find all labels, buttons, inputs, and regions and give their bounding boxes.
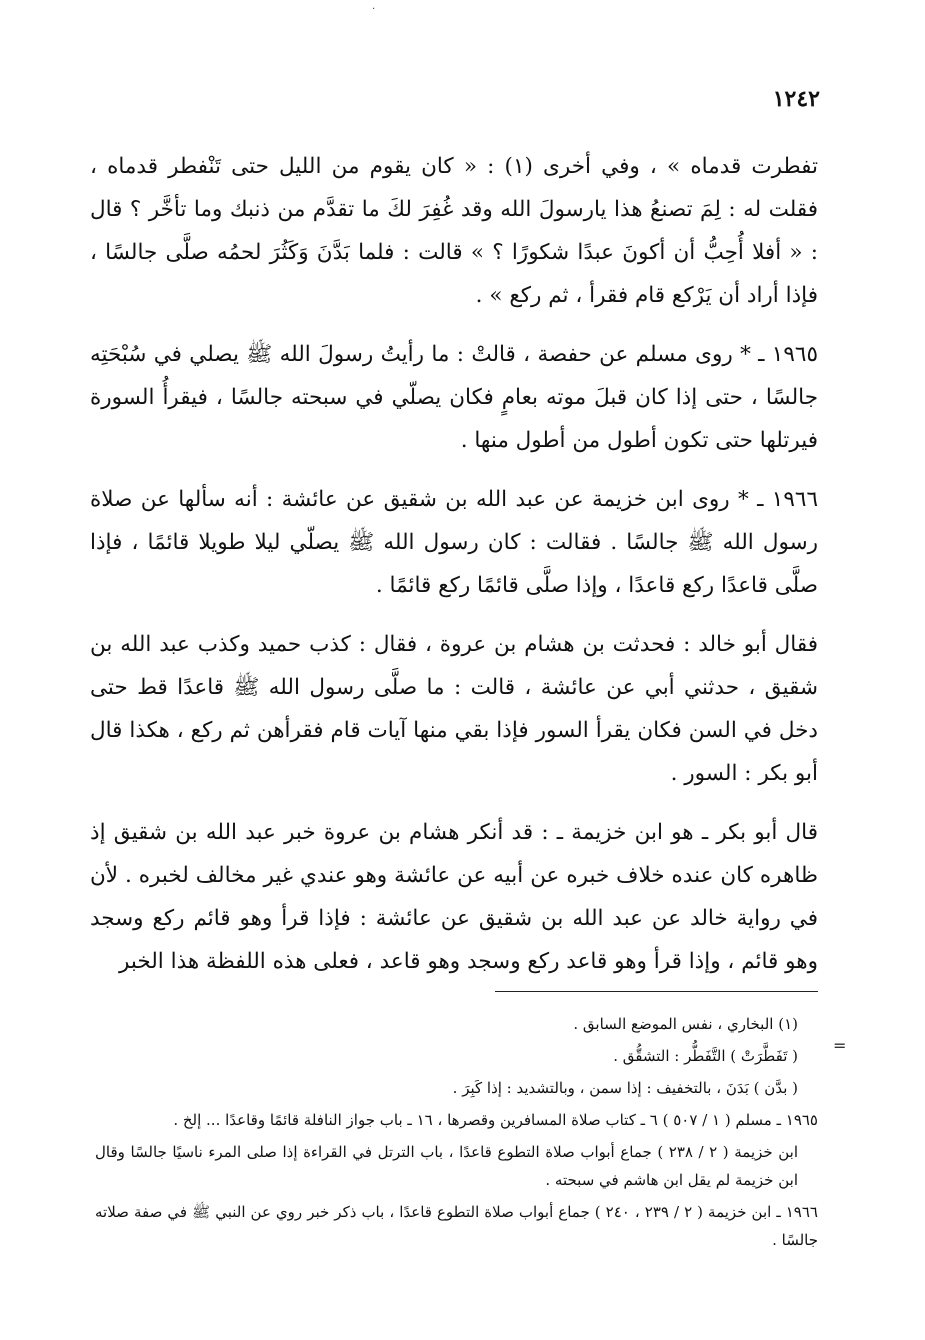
margin-mark: = <box>833 1036 847 1055</box>
paragraph-abu-khalid: فقال أبو خالد : فحدثت بن هشام بن عروة ، فقال : كذب حميد وكذب عبد الله بن شقيق ، حدثني أبي عن عائشة ، قالت : ما صلَّى رسول الله ﷺ قاعدًا قط حتى دخل في السن فكان يقرأ السور فإذا بقي منها آيات قام فقرأهن ثم ركع ، هكذا قال أبو بكر : السور . <box>90 632 818 786</box>
paragraph-hadith-1966: ١٩٦٦ ـ * روى ابن خزيمة عن عبد الله بن شقيق عن عائشة : أنه سألها عن صلاة رسول الله ﷺ جالسًا . فقالت : كان رسول الله ﷺ يصلّي ليلا طويلا قائمًا ، فإذا صلَّى قاعدًا ركع قاعدًا ، وإذا صلَّى قائمًا ركع قائمًا . <box>90 487 818 598</box>
footnotes <box>95 1010 818 1258</box>
footnote-source-1965: ١٩٦٥ ـ مسلم ( ١ / ٥٠٧ ) ٦ ـ كتاب صلاة المسافرين وقصرها ، ١٦ ـ باب جواز النافلة قائمًا وقاعدًا ... إلخ . <box>173 1111 818 1129</box>
footnote-divider <box>495 991 818 992</box>
main-text <box>90 145 818 999</box>
paragraph-hadith-1965: ١٩٦٥ ـ * روى مسلم عن حفصة ، قالتْ : ما رأيتُ رسولَ الله ﷺ يصلي في سُبْحَتِه جالسًا ، حتى إذا كان قبلَ موته بعامٍ فكان يصلّي في سبحته جالسًا ، فيقرأُ السورة فيرتلها حتى تكون أطول من أطول منها . <box>90 342 818 453</box>
paragraph-abu-bakr: قال أبو بكر ـ هو ابن خزيمة ـ : قد أنكر هشام بن عروة خبر عبد الله بن شقيق إذ ظاهره كان عنده خلاف خبره عن أبيه عن عائشة وهو عندي غير مخالف لخبره . لأن في رواية خالد عن عبد الله بن شقيق عن عائشة : فإذا قرأ وهو قائم ركع وسجد وهو قائم ، وإذا قرأ وهو قاعد ركع وسجد وهو قاعد ، فعلى هذه اللفظة هذا الخبر <box>90 820 818 974</box>
footnote-baddana: ( بدَّن ) بَدَنَ ، بالتخفيف : إذا سمن ، وبالتشديد : إذا كَبِرَ . <box>452 1079 798 1097</box>
footnote-ibn-khuzayma-1: ابن خزيمة ( ٢ / ٢٣٨ ) جماع أبواب صلاة التطوع قاعدًا ، باب الترتل في القراءة إذا صلى المرء ناسيًا جالسًا وقال ابن خزيمة لم يقل ابن هاشم في سبحته . <box>95 1143 799 1189</box>
page-number: ١٢٤٢ <box>772 86 820 112</box>
footnote-tafattarat: ( تَفَطَّرَتْ ) التَّفَطُّر : التشقُّق . <box>613 1047 798 1065</box>
paragraph-1: تفطرت قدماه » ، وفي أخرى (١) : « كان يقوم من الليل حتى تَنْفطر قدماه ، فقلت له : لِمَ تصنعُ هذا يارسولَ الله وقد غُفِرَ لكَ ما تقدَّم من ذنبك وما تأخَّر ؟ قال : « أفلا أُحِبُّ أن أكونَ عبدًا شكورًا ؟ » قالت : فلما بَدَّنَ وَكَثُرَ لحمُه صلَّى جالسًا ، فإذا أراد أن يَرْكع قام فقرأ ، ثم ركع » . <box>90 154 818 308</box>
footnote-1: (١) البخاري ، نفس الموضع السابق . <box>573 1015 798 1033</box>
footnote-source-1966: ١٩٦٦ ـ ابن خزيمة ( ٢ / ٢٣٩ ، ٢٤٠ ) جماع أبواب صلاة التطوع قاعدًا ، باب ذكر خبر روي عن النبي ﷺ في صفة صلاته جالسًا . <box>95 1203 818 1249</box>
top-dot-mark: · <box>372 4 376 15</box>
